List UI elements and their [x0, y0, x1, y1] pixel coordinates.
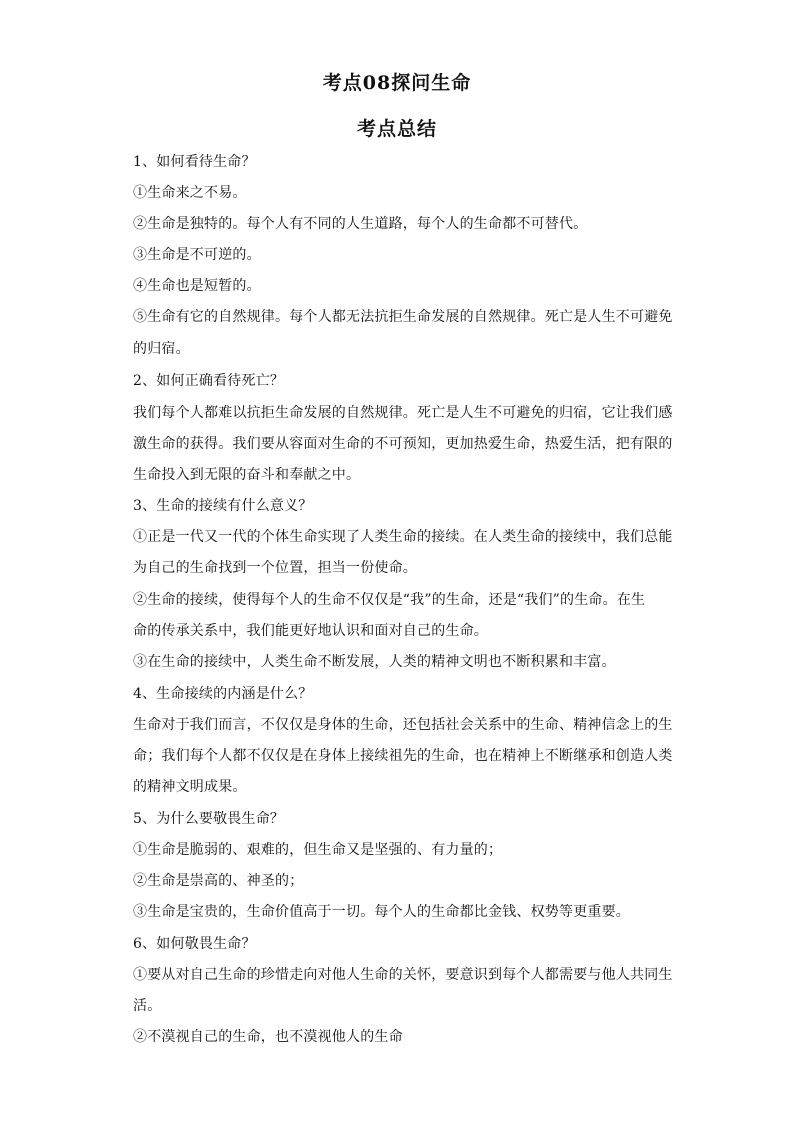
document-title: 考点08探问生命 — [322, 72, 472, 94]
question-4: 4、生命接续的内涵是什么？ — [133, 686, 313, 702]
answer-line: 为自己的生命找到一个位置，担当一份使命。 — [133, 560, 417, 576]
answer-line: ②生命是崇高的、神圣的； — [133, 873, 304, 889]
question-2: 2、如何正确看待死亡？ — [133, 373, 285, 389]
answer-line: ①正是一代又一代的个体生命实现了人类生命的接续。在人类生命的接续中，我们总能 — [133, 529, 673, 545]
answer-line: ①要从对自己生命的珍惜走向对他人生命的关怀，要意识到每个人都需要与他人共同生 — [133, 967, 673, 983]
question-5: 5、为什么要敬畏生命？ — [133, 811, 285, 827]
section-heading: 考点总结 — [356, 118, 437, 140]
answer-line: ②不漠视自己的生命，也不漠视他人的生命 — [133, 1029, 403, 1045]
answer-line: ④生命也是短暂的。 — [133, 278, 261, 294]
answer-line: ③生命是宝贵的，生命价值高于一切。每个人的生命都比金钱、权势等更重要。 — [133, 904, 630, 920]
answer-line: ②生命是独特的。每个人有不同的人生道路，每个人的生命都不可替代。 — [133, 216, 588, 232]
answer-line: ②生命的接续，使得每个人的生命不仅仅是“我”的生命，还是“我们”的生命。在生 — [133, 592, 646, 608]
answer-line: 命；我们每个人都不仅仅是在身体上接续祖先的生命，也在精神上不断继承和创造人类 — [133, 748, 673, 764]
question-3: 3、生命的接续有什么意义？ — [133, 498, 313, 514]
answer-line: 活。 — [133, 998, 162, 1014]
answer-line: ①生命来之不易。 — [133, 185, 247, 201]
answer-line: ③在生命的接续中，人类生命不断发展，人类的精神文明也不断积累和丰富。 — [133, 654, 616, 670]
answer-line: ③生命是不可逆的。 — [133, 247, 261, 263]
answer-line: 生命投入到无限的奋斗和奉献之中。 — [133, 467, 361, 483]
answer-line: 生命对于我们而言，不仅仅是身体的生命，还包括社会关系中的生命、精神信念上的生 — [133, 717, 673, 733]
answer-line: 激生命的获得。我们要从容面对生命的不可预知，更加热爱生命，热爱生活，把有限的 — [133, 436, 673, 452]
answer-line: 的精神文明成果。 — [133, 779, 247, 795]
answer-line: 的归宿。 — [133, 341, 190, 357]
answer-line: 命的传承关系中，我们能更好地认识和面对自己的生命。 — [133, 623, 488, 639]
answer-line: ⑤生命有它的自然规律。每个人都无法抗拒生命发展的自然规律。死亡是人生不可避免 — [133, 309, 673, 325]
question-1: 1、如何看待生命？ — [133, 154, 256, 170]
answer-line: 我们每个人都难以抗拒生命发展的自然规律。死亡是人生不可避免的归宿，它让我们感 — [133, 405, 673, 421]
answer-line: ①生命是脆弱的、艰难的，但生命又是坚强的、有力量的； — [133, 842, 503, 858]
question-6: 6、如何敬畏生命？ — [133, 936, 256, 952]
